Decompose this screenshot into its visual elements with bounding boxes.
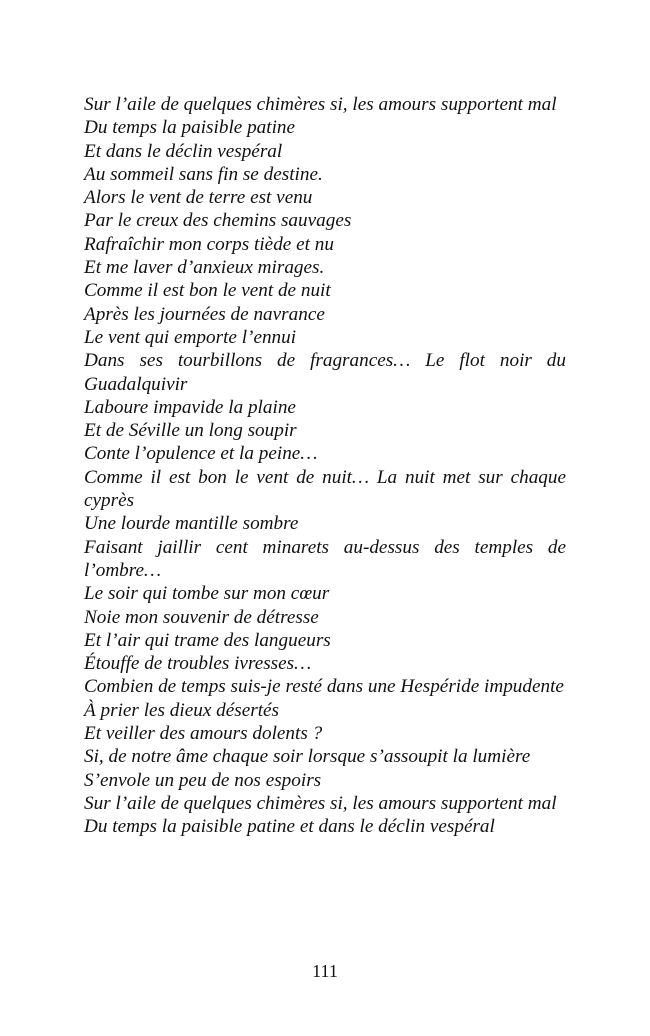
poem-line: Dans ses tourbillons de fragrances… Le flot noir du Guadalquivir (84, 350, 566, 395)
poem-line: S’envole un peu de nos espoirs (84, 769, 322, 791)
poem-text (84, 93, 566, 839)
poem-line: Et l’air qui trame des langueurs (84, 629, 331, 651)
poem-line: Une lourde mantille sombre (84, 513, 299, 535)
poem-line: À prier les dieux désertés (84, 699, 280, 721)
poem-line: Sur l’aile de quelques chimères si, les amours supportent mal (84, 94, 557, 115)
page-number: 111 (312, 961, 338, 981)
poem-line: Comme il est bon le vent de nuit… La nuit met sur chaque cyprès (84, 466, 566, 512)
poem-line: Sur l’aile de quelques chimères si, les amours supportent mal (84, 792, 557, 814)
poem-line: Du temps la paisible patine (84, 117, 296, 139)
poem-line: Noie mon souvenir de détresse (84, 606, 319, 628)
poem-line: Et de Séville un long soupir (84, 420, 297, 442)
poem-line: Et me laver d’anxieux mirages. (84, 257, 325, 279)
poem-line: Le vent qui emporte l’ennui (84, 326, 297, 348)
poem-line: Du temps la paisible patine et dans le déclin vespéral (84, 816, 495, 838)
poem-line: Après les journées de navrance (84, 303, 325, 325)
poem-line: Si, de notre âme chaque soir lorsque s’assoupit la lumière (84, 746, 531, 768)
poem-line: Étouffe de troubles ivresses… (84, 653, 312, 675)
poem-line: Au sommeil sans fin se destine. (84, 163, 323, 185)
poem-line: Rafraîchir mon corps tiède et nu (84, 233, 334, 255)
poem-line: Par le creux des chemins sauvages (84, 210, 352, 232)
poem-line: Le soir qui tombe sur mon cœur (84, 583, 330, 605)
poem-line: Alors le vent de terre est venu (84, 187, 313, 209)
poem-line: Conte l’opulence et la peine… (84, 443, 318, 465)
poem-line: Et veiller des amours dolents ? (84, 723, 323, 745)
poem-line: Comme il est bon le vent de nuit (84, 280, 331, 302)
poem-line: Et dans le déclin vespéral (84, 140, 283, 162)
poem-line: Faisant jaillir cent minarets au-dessus des temples de l’ombre… (84, 536, 566, 581)
poem-line: Laboure impavide la plaine (84, 396, 296, 418)
poem-line: Combien de temps suis-je resté dans une Hespéride impudente (84, 676, 564, 698)
